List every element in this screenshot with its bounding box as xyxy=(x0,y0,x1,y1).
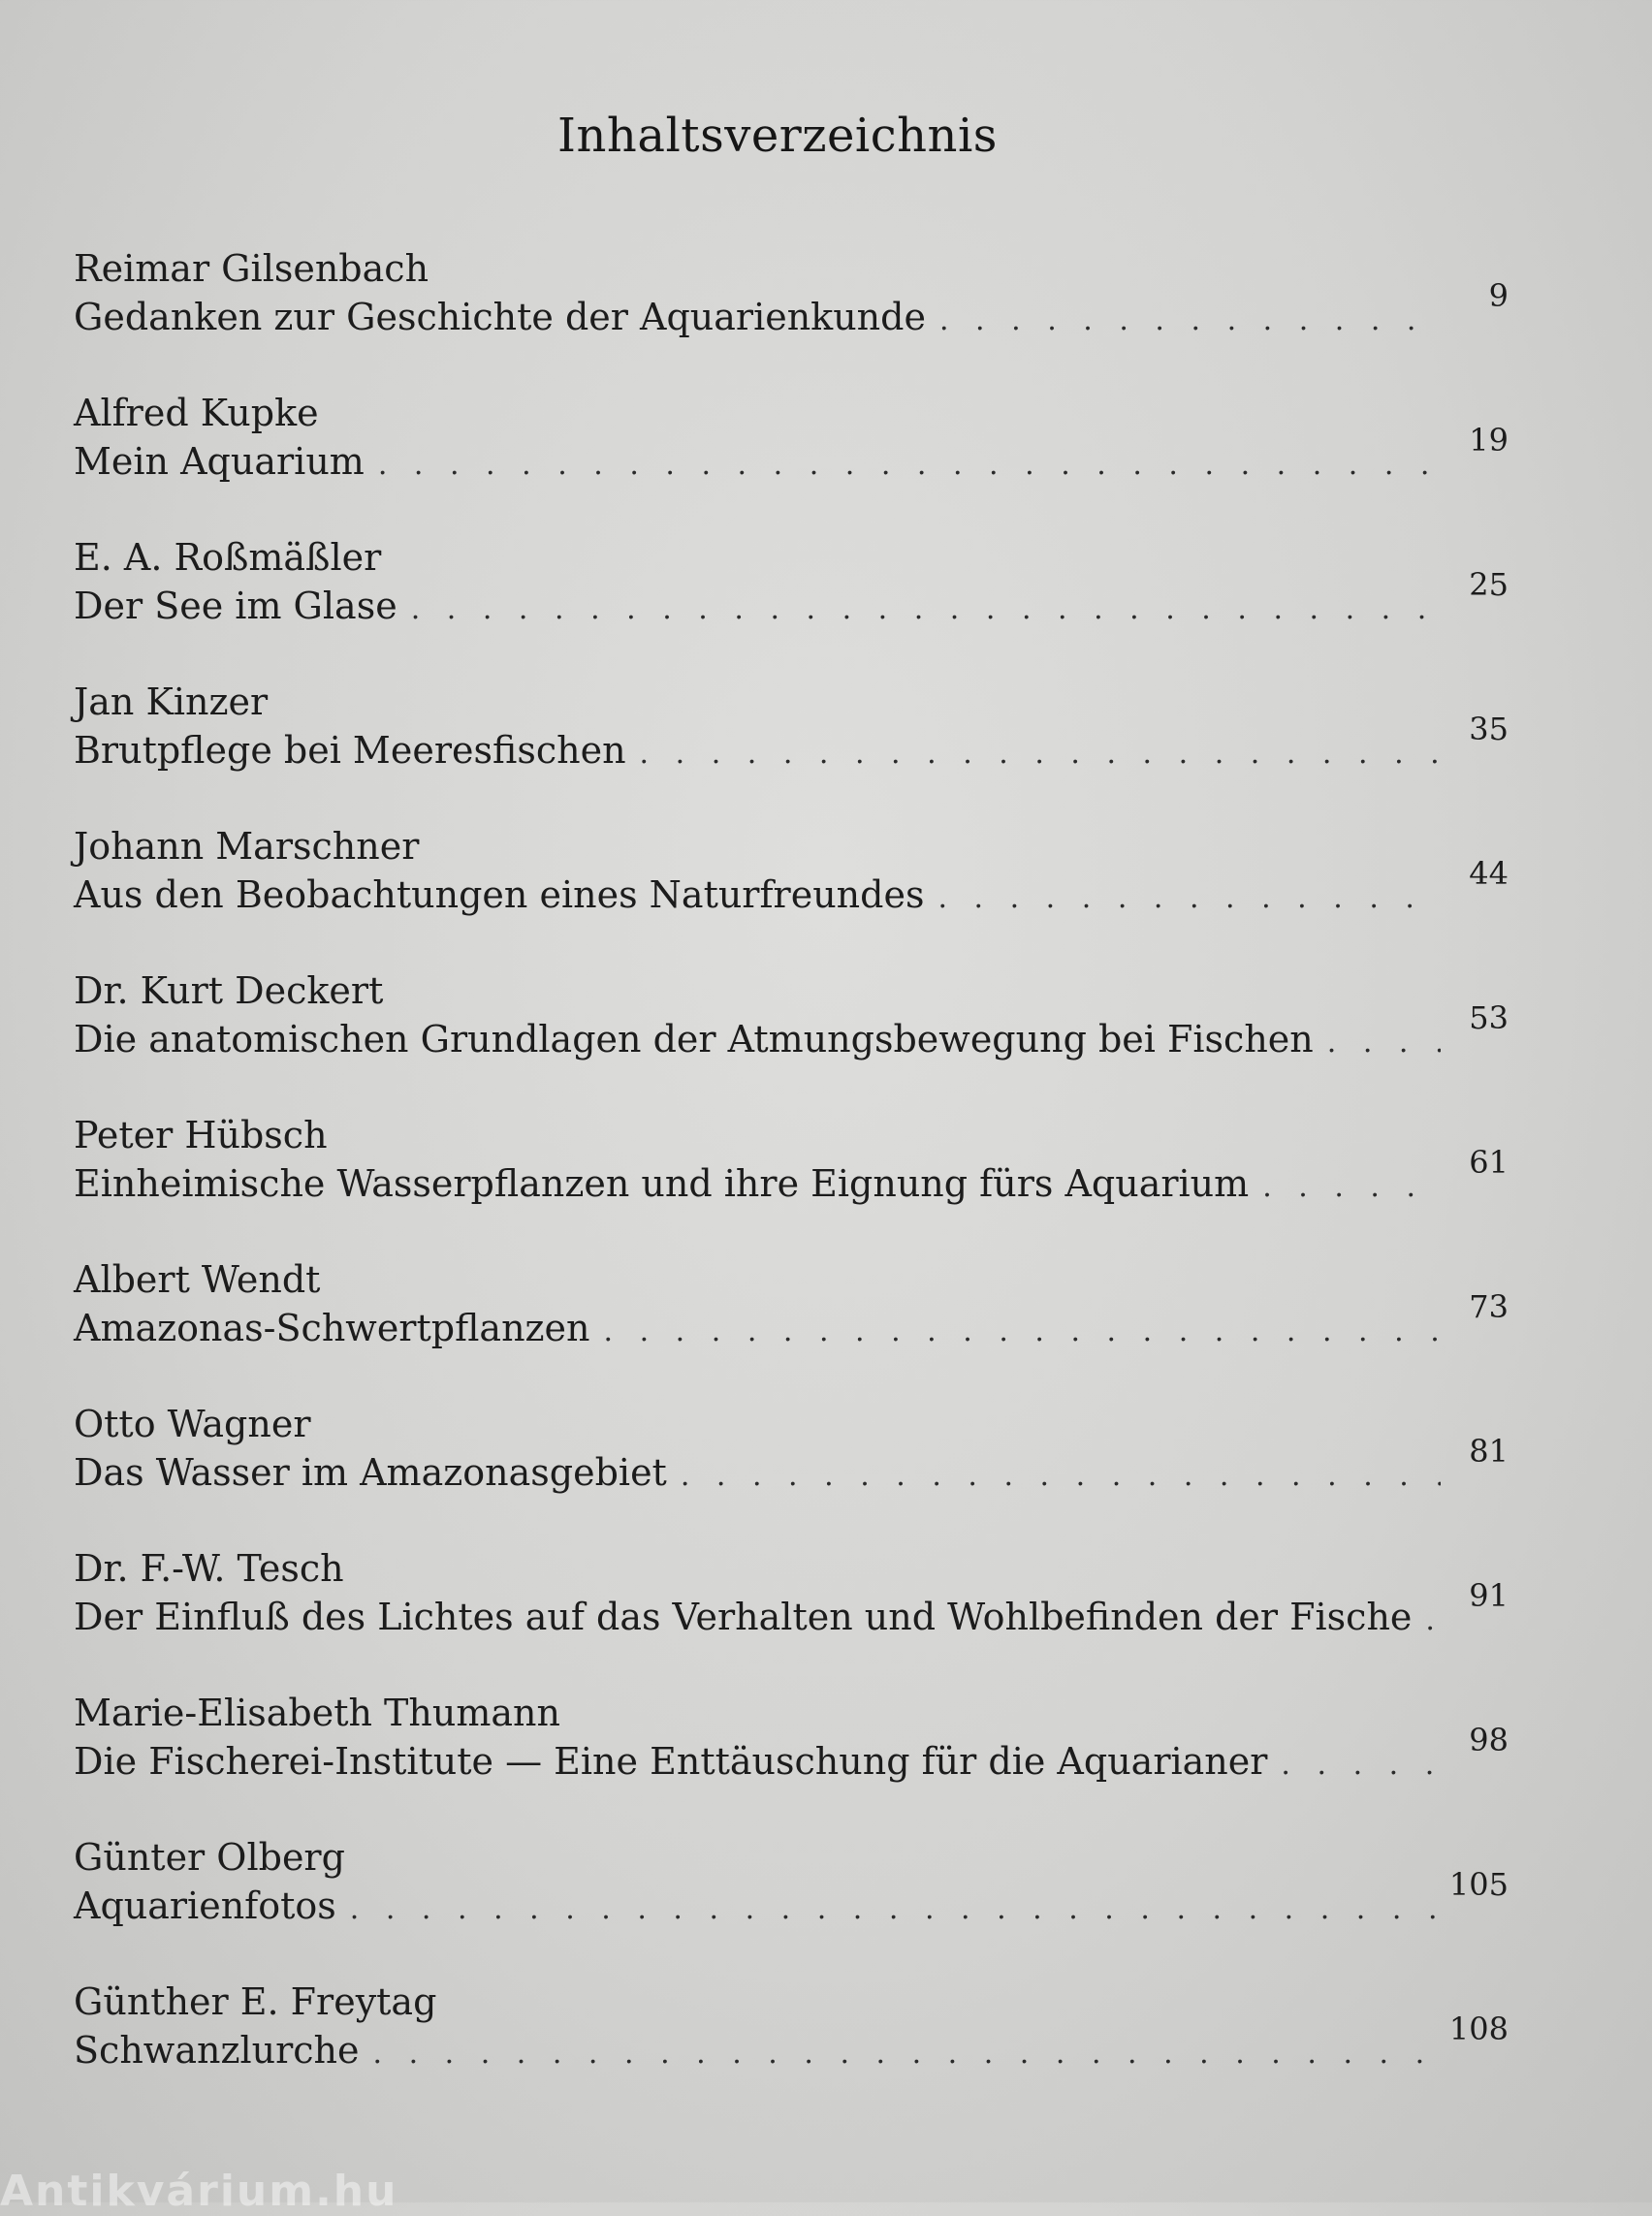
entry-author: Peter Hübsch xyxy=(74,1114,328,1156)
entry-title: Schwanzlurche xyxy=(74,2029,360,2072)
dot-leader xyxy=(1327,1019,1441,1067)
entry-line xyxy=(74,1866,1509,1930)
entry-line xyxy=(74,1433,1509,1497)
entry-title: Das Wasser im Amazonasgebiet xyxy=(74,1451,667,1494)
page-title: Inhaltsverzeichnis xyxy=(557,109,998,163)
entry-title: Brutpflege bei Meeresfischen xyxy=(74,729,626,772)
entry-page-number: 105 xyxy=(1448,1866,1509,1903)
entry-author: E. A. Roßmäßler xyxy=(74,536,382,579)
toc-entry-3 xyxy=(74,533,1509,678)
dot-leader xyxy=(681,1452,1441,1501)
entry-page-number: 61 xyxy=(1469,1144,1509,1181)
entry-line xyxy=(74,1577,1509,1641)
toc-entry-8 xyxy=(74,1255,1509,1400)
entry-page-number: 91 xyxy=(1469,1577,1509,1614)
toc-entry-5 xyxy=(74,822,1509,966)
entry-author: Alfred Kupke xyxy=(74,392,319,434)
toc-entry-7 xyxy=(74,1111,1509,1255)
dot-leader xyxy=(411,586,1441,634)
entry-author: Marie-Elisabeth Thumann xyxy=(74,1692,560,1734)
toc-entry-1 xyxy=(74,244,1509,389)
entry-page-number: 19 xyxy=(1469,422,1509,459)
entry-author: Otto Wagner xyxy=(74,1403,311,1445)
entry-line xyxy=(74,2010,1509,2074)
entry-author: Günther E. Freytag xyxy=(74,1980,437,2023)
dot-leader xyxy=(604,1308,1441,1356)
entry-line xyxy=(74,422,1509,486)
entry-title: Einheimische Wasserpflanzen und ihre Eignung fürs Aquarium xyxy=(74,1162,1250,1205)
entry-author: Günter Olberg xyxy=(74,1836,345,1879)
entry-author: Albert Wendt xyxy=(74,1258,321,1301)
entry-title: Mein Aquarium xyxy=(74,440,365,483)
entry-line xyxy=(74,566,1509,630)
dot-leader xyxy=(939,297,1441,345)
watermark: Antikvárium.hu xyxy=(0,2167,398,2216)
entry-page-number: 44 xyxy=(1469,855,1509,892)
toc-entry-12 xyxy=(74,1833,1509,1978)
entry-author: Dr. Kurt Deckert xyxy=(74,969,384,1012)
entry-title: Die Fischerei-Institute — Eine Enttäuschung für die Aquarianer xyxy=(74,1740,1268,1783)
dot-leader xyxy=(1281,1741,1441,1789)
entry-page-number: 98 xyxy=(1469,1722,1509,1758)
dot-leader xyxy=(1262,1163,1441,1212)
entry-author: Johann Marschner xyxy=(74,825,420,868)
entry-author: Jan Kinzer xyxy=(74,681,269,723)
entry-title: Aquarienfotos xyxy=(74,1884,336,1927)
entry-line xyxy=(74,1144,1509,1208)
entry-title: Gedanken zur Geschichte der Aquarienkunde xyxy=(74,296,926,338)
entry-page-number: 35 xyxy=(1469,711,1509,747)
entry-line xyxy=(74,1722,1509,1786)
toc-entry-4 xyxy=(74,678,1509,822)
dot-leader xyxy=(937,874,1441,923)
entry-title: Die anatomischen Grundlagen der Atmungsbewegung bei Fischen xyxy=(74,1018,1314,1061)
entry-title: Der See im Glase xyxy=(74,585,397,627)
entry-page-number: 108 xyxy=(1448,2010,1509,2047)
entry-title: Amazonas-Schwertpflanzen xyxy=(74,1307,590,1349)
entry-author: Dr. F.-W. Tesch xyxy=(74,1547,344,1590)
toc-entry-6 xyxy=(74,966,1509,1111)
table-of-contents xyxy=(74,244,1509,2122)
toc-entry-2 xyxy=(74,389,1509,533)
toc-entry-10 xyxy=(74,1544,1509,1689)
entry-title: Aus den Beobachtungen eines Naturfreundes xyxy=(74,873,925,916)
entry-author: Reimar Gilsenbach xyxy=(74,247,429,290)
toc-entry-11 xyxy=(74,1689,1509,1833)
entry-line xyxy=(74,1288,1509,1352)
entry-line xyxy=(74,999,1509,1063)
dot-leader xyxy=(640,730,1441,778)
dot-leader xyxy=(350,1885,1441,1934)
dot-leader xyxy=(373,2030,1442,2078)
toc-entry-13 xyxy=(74,1978,1509,2122)
entry-page-number: 25 xyxy=(1469,566,1509,603)
toc-entry-9 xyxy=(74,1400,1509,1544)
dot-leader xyxy=(378,441,1441,490)
entry-title: Der Einfluß des Lichtes auf das Verhalten und Wohlbefinden der Fische xyxy=(74,1596,1413,1638)
entry-line xyxy=(74,855,1509,919)
entry-page-number: 9 xyxy=(1488,277,1509,314)
entry-line xyxy=(74,711,1509,775)
entry-line xyxy=(74,277,1509,341)
entry-page-number: 81 xyxy=(1469,1433,1509,1470)
entry-page-number: 53 xyxy=(1469,999,1509,1036)
dot-leader xyxy=(1425,1597,1441,1645)
entry-page-number: 73 xyxy=(1469,1288,1509,1325)
